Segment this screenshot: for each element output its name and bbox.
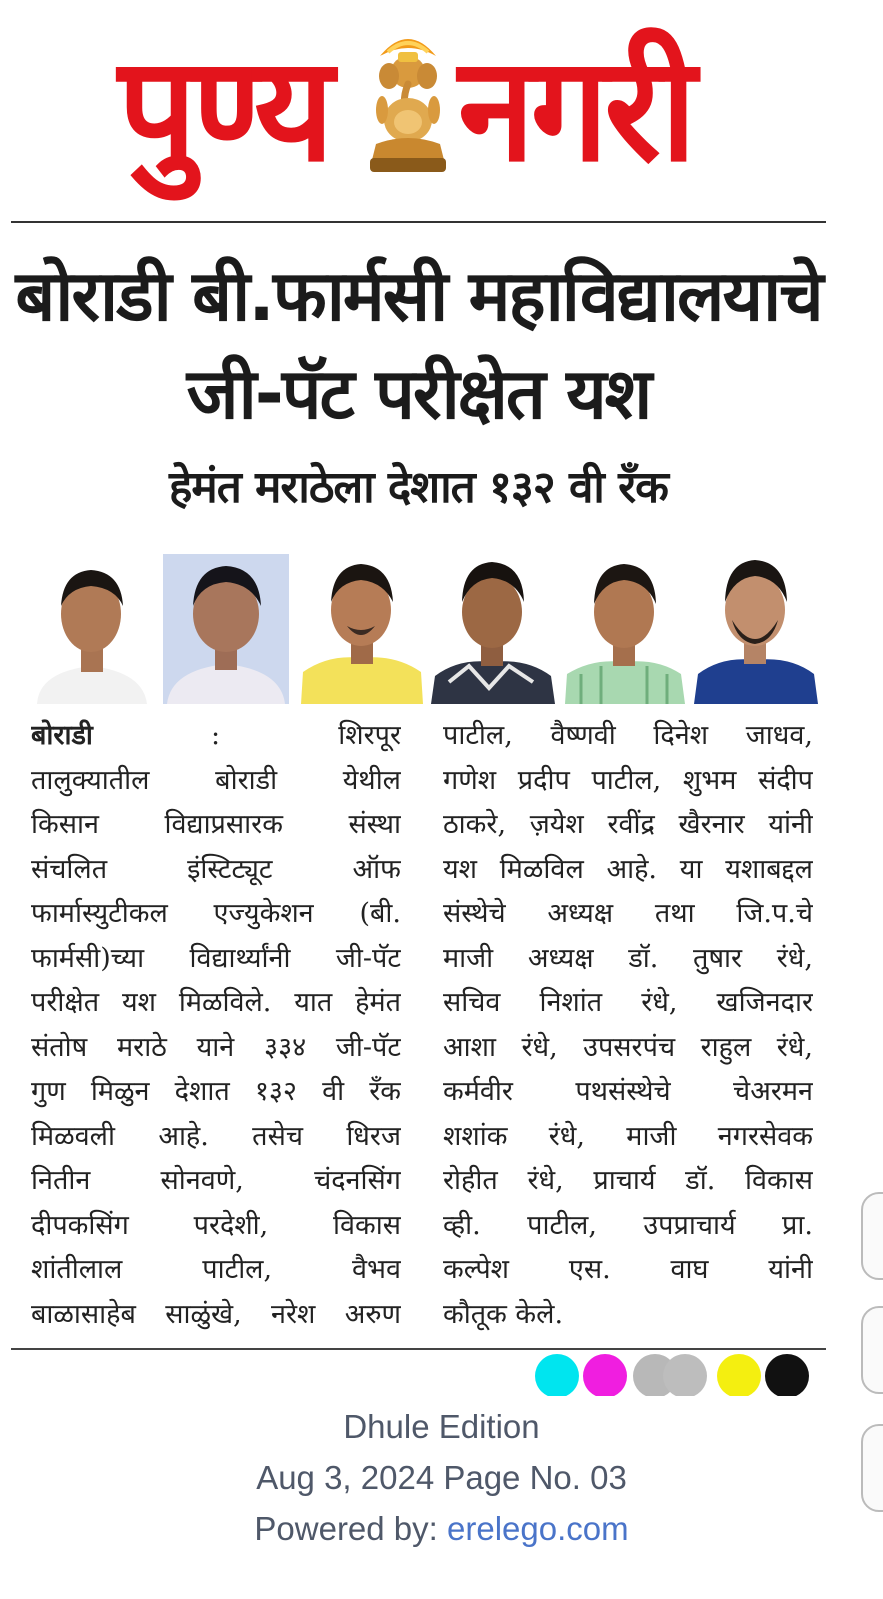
article-line: संस्थेचे अध्यक्ष तथा जि.प.चे — [443, 898, 813, 929]
article-line: गुण मिळुन देशात १३२ वी रँक — [31, 1076, 401, 1107]
article-line: यश मिळविल आहे. या यशाबद्दल — [443, 853, 813, 885]
article-line: बोराडी : शिरपूर — [31, 720, 401, 751]
ganesha-idol-icon — [362, 26, 454, 176]
student-photo-2 — [163, 554, 289, 704]
article-line: पाटील, वैष्णवी दिनेश जाधव, — [443, 720, 813, 751]
student-photo-3 — [299, 554, 424, 704]
student-photo-1 — [29, 554, 154, 704]
article-line: गणेश प्रदीप पाटील, शुभम संदीप — [443, 764, 813, 796]
news-clipping — [11, 224, 826, 1379]
article-line: दीपकसिंग परदेशी, विकास — [31, 1209, 401, 1241]
article-line: मिळवली आहे. तसेच धिरज — [31, 1120, 401, 1152]
article-line: कौतूक केले. — [443, 1298, 564, 1330]
registration-dot-cyan — [535, 1354, 579, 1396]
registration-dot-yellow — [717, 1354, 761, 1396]
side-tab-3[interactable] — [861, 1424, 883, 1512]
masthead-rule — [11, 221, 826, 223]
article-line: शशांक रंधे, माजी नगरसेवक — [443, 1120, 813, 1152]
powered-by-label: Powered by: — [254, 1510, 447, 1547]
date-page-label: Aug 3, 2024 Page No. 03 — [256, 1459, 627, 1496]
article-column-1 — [31, 714, 401, 1337]
side-tab-2[interactable] — [861, 1306, 883, 1394]
article-line: फार्मास्युटीकल एज्युकेशन (बी. — [31, 898, 401, 929]
edition-label: Dhule Edition — [343, 1408, 540, 1445]
article-line: रोहीत रंधे, प्राचार्य डॉ. विकास — [443, 1165, 813, 1196]
article-line: ठाकरे, ज़येश रवींद्र खैरनार यांनी — [443, 809, 813, 840]
erelego-link[interactable]: erelego.com — [447, 1510, 629, 1547]
article-column-2 — [443, 714, 813, 1337]
article-line: तालुक्यातील बोराडी येथील — [31, 764, 401, 796]
article-line: कर्मवीर पथसंस्थेचे चेअरमन — [443, 1076, 813, 1107]
article-line: कल्पेश एस. वाघ यांनी — [443, 1254, 813, 1285]
dateline: बोराडी — [31, 720, 93, 751]
article-line: आशा रंधे, उपसरपंच राहुल रंधे, — [443, 1031, 813, 1063]
article-line: शांतीलाल पाटील, वैभव — [31, 1254, 401, 1285]
masthead-title-right: नगरी — [458, 24, 693, 195]
registration-dot-magenta — [583, 1354, 627, 1396]
article-line: व्ही. पाटील, उपप्राचार्य प्रा. — [443, 1209, 813, 1241]
powered-by — [0, 1510, 883, 1548]
headline-line-1: बोराडी बी.फार्मसी महाविद्यालयाचे — [15, 255, 822, 337]
masthead-title-left: पुण्य — [118, 24, 330, 195]
article-line: बाळासाहेब साळुंखे, नरेश अरुण — [31, 1298, 401, 1330]
registration-dot-black — [765, 1354, 809, 1396]
article-line: फार्मसी)च्या विद्यार्थ्यांनी जी-पॅट — [31, 942, 401, 974]
article-line: संतोष मराठे याने ३३४ जी-पॅट — [31, 1031, 401, 1063]
student-photo-4 — [429, 554, 556, 704]
subheadline: हेमंत मराठेला देशात १३२ वी रँक — [169, 462, 668, 513]
side-tab-1[interactable] — [861, 1192, 883, 1280]
article-line: नितीन सोनवणे, चंदनसिंग — [31, 1165, 401, 1196]
registration-dot-gray-2 — [663, 1354, 707, 1396]
student-photo-6 — [692, 554, 819, 704]
bottom-rule — [11, 1348, 826, 1350]
article-line: किसान विद्याप्रसारक संस्था — [31, 809, 401, 840]
student-photo-5 — [561, 554, 688, 704]
article-line: माजी अध्यक्ष डॉ. तुषार रंधे, — [443, 942, 813, 974]
article-line: परीक्षेत यश मिळविले. यात हेमंत — [31, 987, 401, 1018]
masthead — [0, 0, 883, 218]
student-photos — [29, 554, 819, 704]
article-line: संचलित इंस्टिट्यूट ऑफ — [31, 853, 401, 885]
print-registration-marks — [531, 1354, 821, 1396]
headline-line-2: जी-पॅट परीक्षेत यश — [186, 353, 651, 435]
article-line: सचिव निशांत रंधे, खजिनदार — [443, 987, 813, 1018]
